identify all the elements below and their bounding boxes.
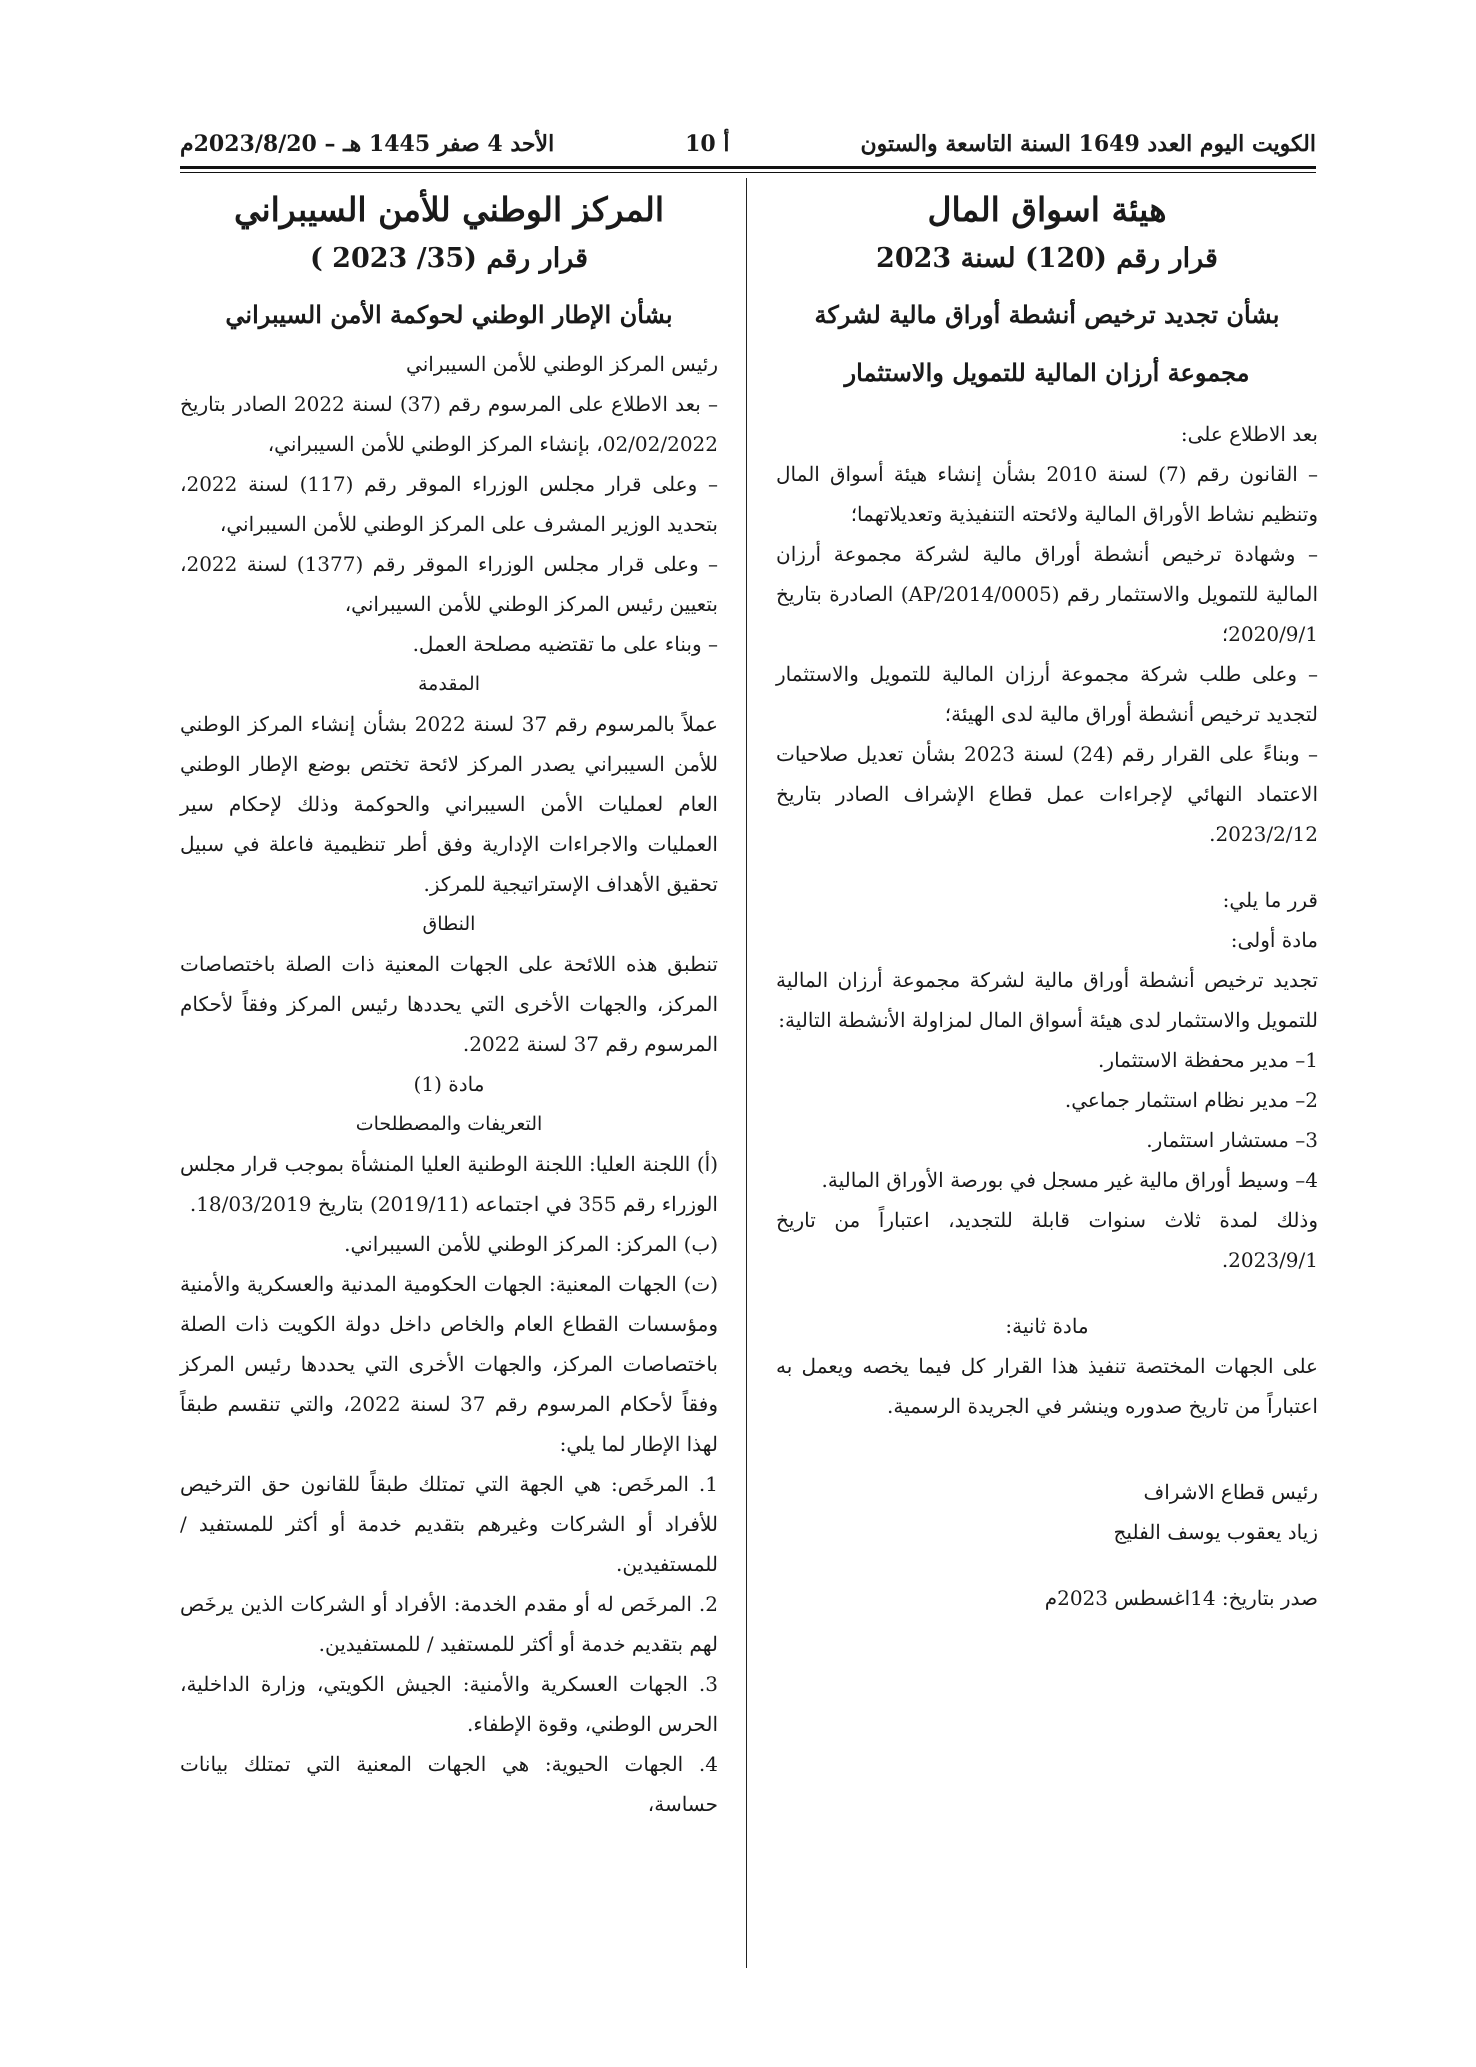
cma-activity-item: 3– مستشار استثمار.: [1146, 1128, 1318, 1152]
ncsc-issuer: رئيس المركز الوطني للأمن السيبراني: [406, 352, 718, 376]
cma-recital: – وبناءً على القرار رقم (24) لسنة 2023 بشأن تعديل صلاحيات الاعتماد النهائي لإجراءات عمل قطاع الإشراف الصادر بتاريخ 2023/2/12.: [776, 742, 1319, 846]
cma-article-1-text: تجديد ترخيص أنشطة أوراق مالية لشركة مجموعة أرزان المالية للتمويل والاستثمار لدى هيئة أسواق المال لمزاولة الأنشطة التالية:: [776, 968, 1318, 1032]
ncsc-numbered-item: 2. المرخَص له أو مقدم الخدمة: الأفراد أو الشركات الذين يرخَص لهم بتقديم خدمة أو أكثر للمستفيد / للمستفيدين.: [180, 1592, 718, 1656]
header-rule-thin: [180, 172, 1316, 173]
cma-subject-line-2: مجموعة أرزان المالية للتمويل والاستثمار: [844, 358, 1250, 387]
ncsc-decision-number: قرار رقم (35/ 2023 ): [309, 243, 589, 274]
ncsc-subject: بشأن الإطار الوطني لحوكمة الأمن السيبراني: [225, 300, 673, 329]
cma-issue-date: صدر بتاريخ: 14اغسطس 2023م: [1044, 1586, 1318, 1610]
ncsc-numbered-item: 3. الجهات العسكرية والأمنية: الجيش الكويتي، وزارة الداخلية، الحرس الوطني، وقوة الإطفاء.: [180, 1672, 718, 1736]
cma-subject-line-1: بشأن تجديد ترخيص أنشطة أوراق مالية لشركة: [814, 300, 1280, 329]
cma-duration: وذلك لمدة ثلاث سنوات قابلة للتجديد، اعتباراً من تاريخ 2023/9/1.: [776, 1208, 1318, 1272]
cma-activity-item: 4– وسيط أوراق مالية غير مسجل في بورصة الأوراق المالية.: [821, 1168, 1318, 1192]
header-date: الأحد 4 صفر 1445 هـ – 2023/8/20م: [180, 131, 555, 157]
cma-recital: – القانون رقم (7) لسنة 2010 بشأن إنشاء هيئة أسواق المال وتنظيم نشاط الأوراق المالية ولائحته التنفيذية وتعديلاتهما؛: [776, 462, 1318, 526]
ncsc-intro-text: عملاً بالمرسوم رقم 37 لسنة 2022 بشأن إنشاء المركز الوطني للأمن السيبراني يصدر المركز لائحة تختص بوضع الإطار الوطني العام لعمليات الأمن السيبراني والحوكمة وذلك لإحكام سير العمليات والاجراءات الإدارية وفق أطر تنظيمية فاعلة في سبيل تحقيق الأهداف الإستراتيجية للمركز.: [180, 712, 718, 896]
ncsc-preamble-item: – بعد الاطلاع على المرسوم رقم (37) لسنة 2022 الصادر بتاريخ 02/02/2022، بإنشاء المركز الوطني للأمن السيبراني،: [180, 392, 719, 456]
cma-title: هيئة اسواق المال: [927, 190, 1167, 229]
header-page-number: أ 10: [685, 131, 730, 157]
ncsc-scope-text: تنطبق هذه اللائحة على الجهات المعنية ذات الصلة باختصاصات المركز، والجهات الأخرى التي يحددها رئيس المركز وفقاً لأحكام المرسوم رقم 37 لسنة 2022.: [180, 952, 718, 1056]
page-header: [180, 122, 1316, 166]
cma-article-2-heading: مادة ثانية:: [1005, 1314, 1089, 1338]
cma-signatory-title: رئيس قطاع الاشراف: [1143, 1480, 1318, 1504]
ncsc-intro-heading: المقدمة: [417, 673, 480, 695]
cma-decision-number: قرار رقم (120) لسنة 2023: [876, 243, 1218, 274]
cma-activity-item: 2– مدير نظام استثمار جماعي.: [1064, 1088, 1318, 1112]
ncsc-article-1-heading: مادة (1): [413, 1072, 485, 1096]
cma-intro: بعد الاطلاع على:: [1180, 422, 1318, 446]
cma-article-2-text: على الجهات المختصة تنفيذ هذا القرار كل فيما يخصه ويعمل به اعتباراً من تاريخ صدوره وينشر في الجريدة الرسمية.: [776, 1354, 1318, 1418]
ncsc-scope-heading: النطاق: [422, 913, 476, 935]
ncsc-decision-column: [180, 182, 718, 1824]
ncsc-definition: (ب) المركز: المركز الوطني للأمن السيبراني.: [344, 1232, 718, 1256]
cma-decision-column: [776, 182, 1318, 1618]
cma-recital: – وعلى طلب شركة مجموعة أرزان المالية للتمويل والاستثمار لتجديد ترخيص أنشطة أوراق مالية لدى الهيئة؛: [776, 662, 1318, 726]
header-issue-info: الكويت اليوم العدد 1649 السنة التاسعة والستون: [860, 131, 1316, 157]
ncsc-definition: (ت) الجهات المعنية: الجهات الحكومية المدنية والعسكرية والأمنية ومؤسسات القطاع العام والخاص داخل دولة الكويت ذات الصلة باختصاصات المركز، والجهات الأخرى التي يحددها رئيس المركز وفقاً لأحكام المرسوم رقم 37 لسنة 2022، والتي تنقسم طبقاً لهذا الإطار لما يلي:: [180, 1272, 718, 1456]
column-divider: [746, 178, 747, 1968]
cma-recital: – وشهادة ترخيص أنشطة أوراق مالية لشركة مجموعة أرزان المالية للتمويل والاستثمار رقم (AP/2014/0005) الصادرة بتاريخ 2020/9/1؛: [776, 542, 1318, 646]
ncsc-definitions-heading: التعريفات والمصطلحات: [355, 1113, 543, 1135]
cma-signatory-name: زياد يعقوب يوسف الفليج: [1113, 1520, 1318, 1544]
cma-resolved: قرر ما يلي:: [1222, 888, 1318, 912]
ncsc-numbered-item: 1. المرخَص: هي الجهة التي تمتلك طبقاً للقانون حق الترخيص للأفراد أو الشركات وغيرهم بتقديم خدمة أو أكثر للمستفيد / للمستفيدين.: [180, 1472, 718, 1576]
ncsc-preamble-item: – وعلى قرار مجلس الوزراء الموقر رقم (1377) لسنة 2022، بتعيين رئيس المركز الوطني للأمن السيبراني،: [180, 552, 719, 616]
ncsc-preamble-item: – وبناء على ما تقتضيه مصلحة العمل.: [412, 632, 718, 656]
cma-article-1-heading: مادة أولى:: [1230, 928, 1318, 952]
ncsc-definition: (أ) اللجنة العليا: اللجنة الوطنية العليا المنشأة بموجب قرار مجلس الوزراء رقم 355 في اجتماعه (2019/11) بتاريخ 18/03/2019.: [180, 1152, 718, 1216]
ncsc-numbered-item: 4. الجهات الحيوية: هي الجهات المعنية التي تمتلك بيانات حساسة،: [180, 1752, 718, 1816]
ncsc-title: المركز الوطني للأمن السيبراني: [233, 190, 665, 229]
cma-activity-item: 1– مدير محفظة الاستثمار.: [1098, 1048, 1318, 1072]
ncsc-preamble-item: – وعلى قرار مجلس الوزراء الموقر رقم (117) لسنة 2022، بتحديد الوزير المشرف على المركز الوطني للأمن السيبراني،: [180, 472, 718, 536]
header-rule-thick: [180, 166, 1316, 169]
